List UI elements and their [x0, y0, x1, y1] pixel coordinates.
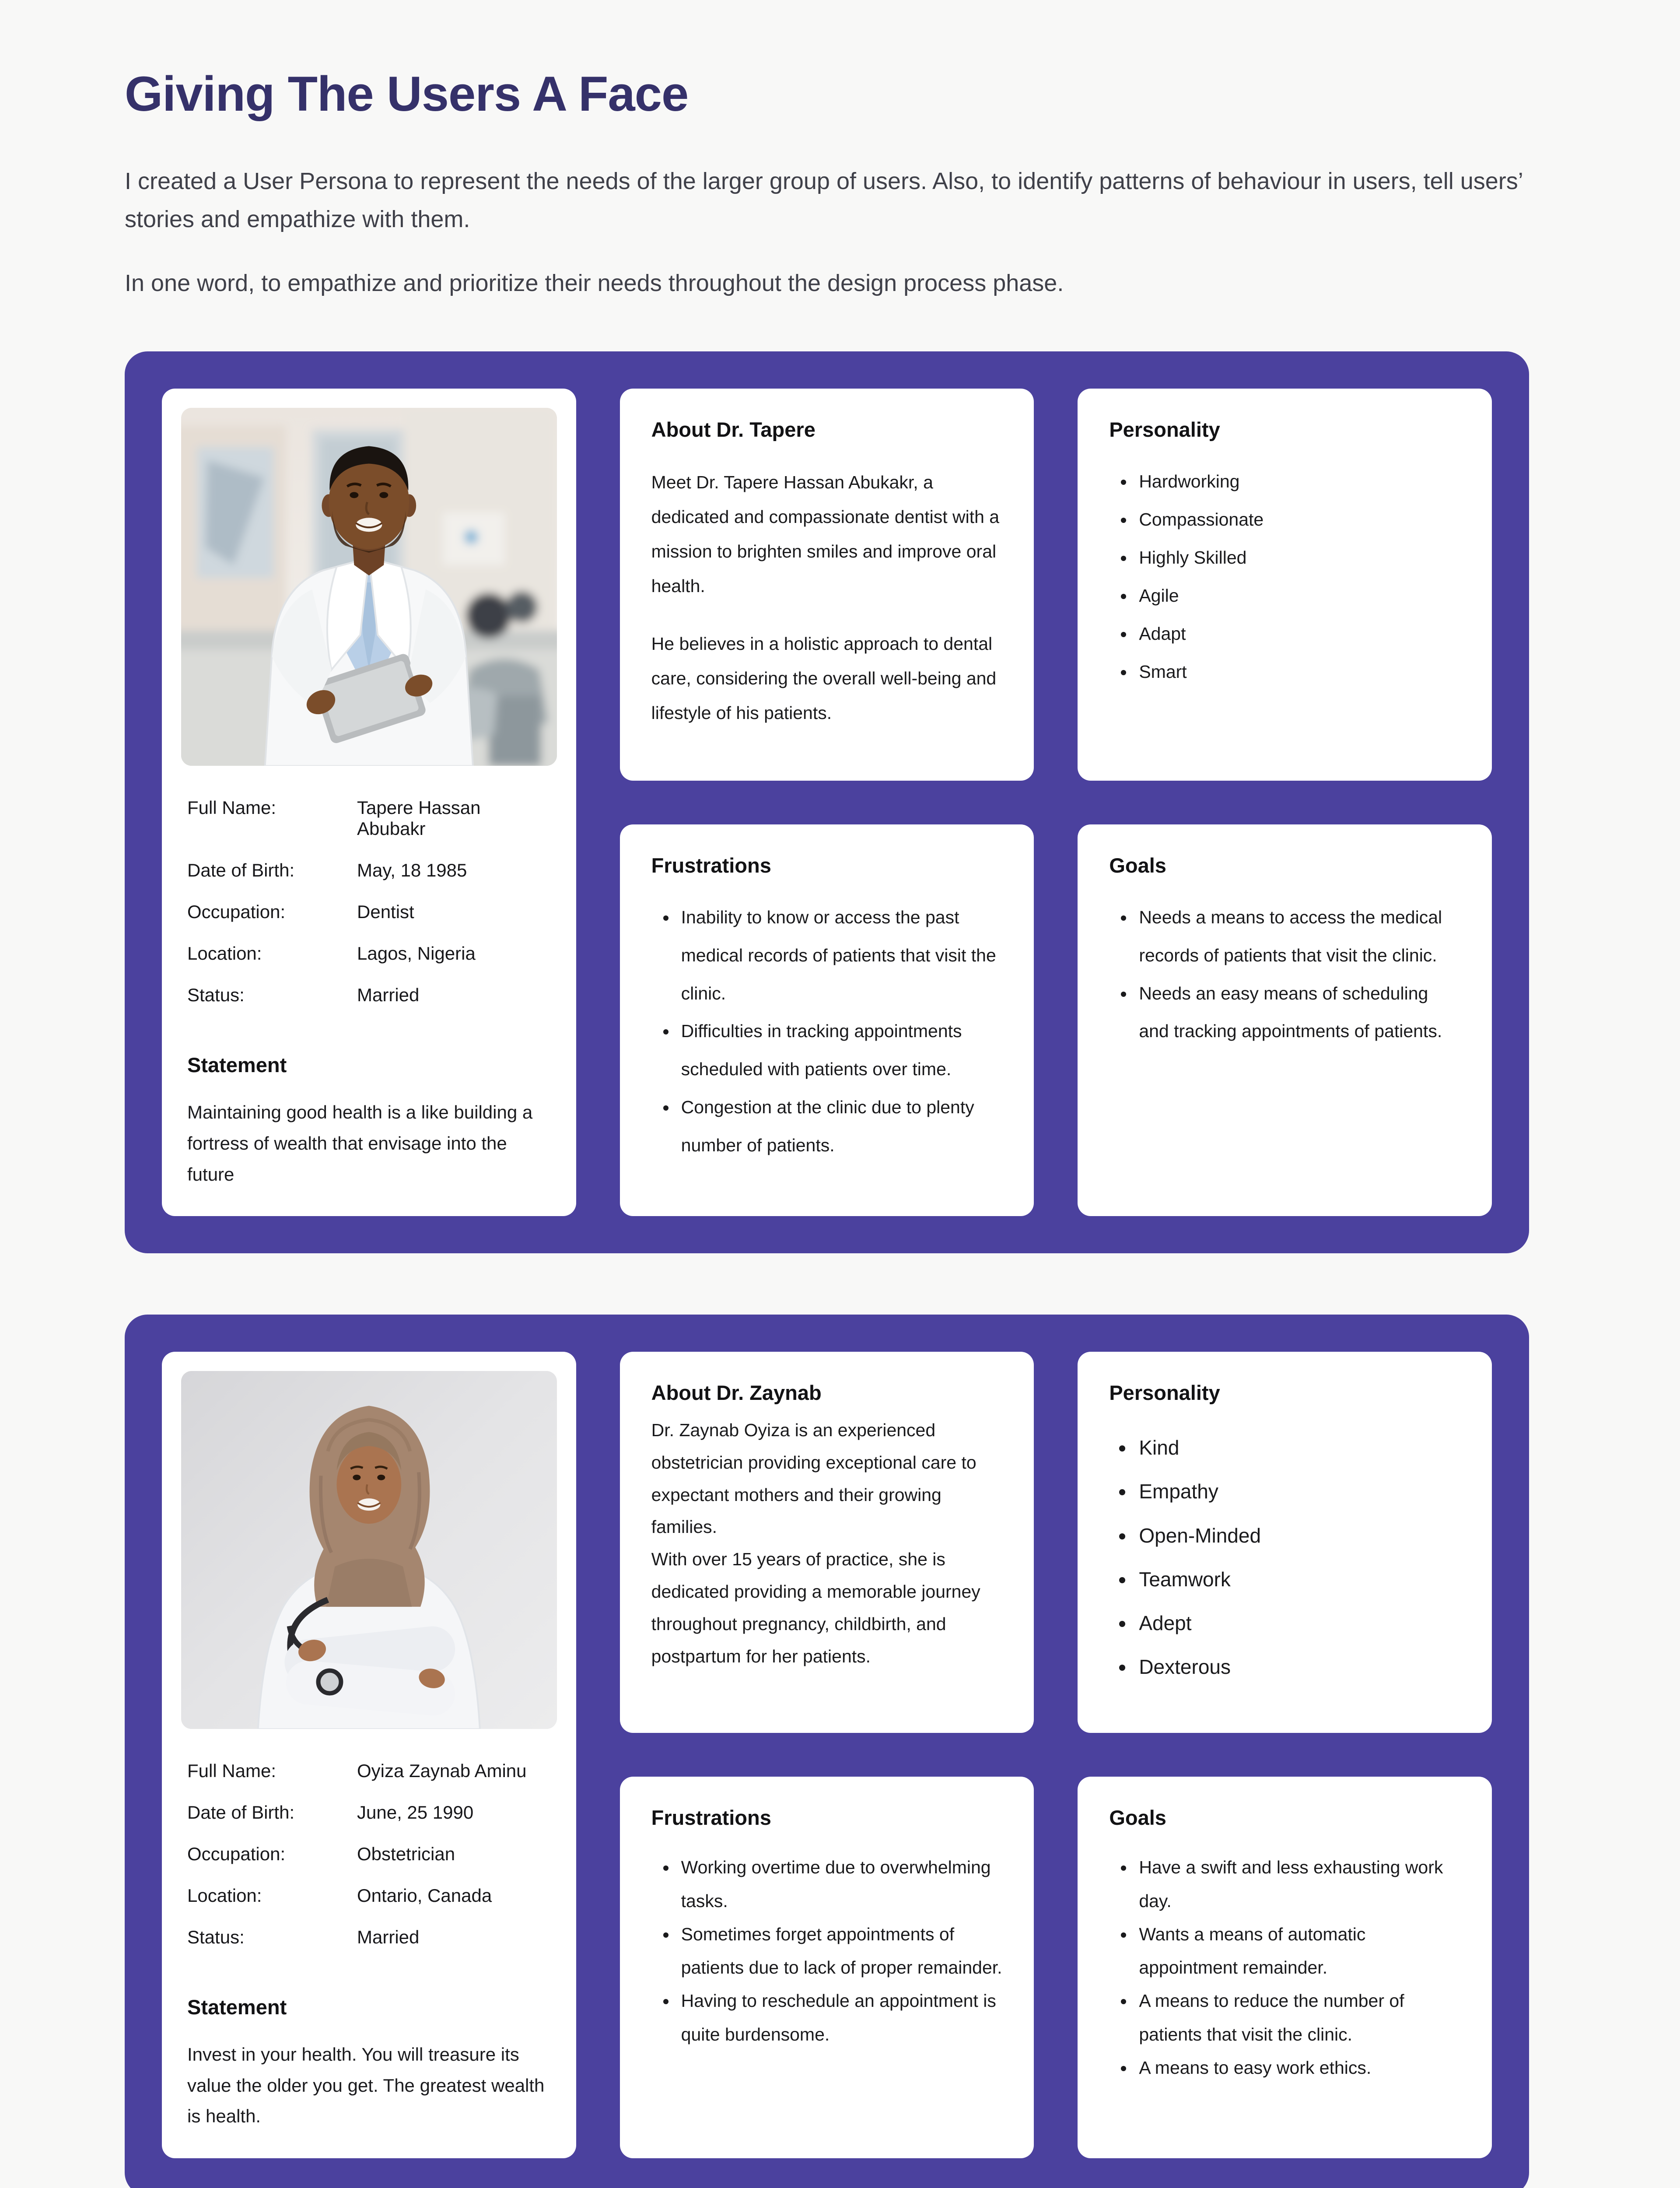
- goal-item: • Have a swift and less exhausting work day.: [1134, 1851, 1460, 1918]
- goal-item: • A means to reduce the number of patients that visit the clinic.: [1134, 1984, 1460, 2051]
- personality-item: • Teamwork: [1134, 1557, 1460, 1601]
- frustration-item: • Congestion at the clinic due to plenty number of patients.: [677, 1088, 1003, 1164]
- personality-list: [1109, 1426, 1460, 1689]
- frustration-item: • Inability to know or access the past medical records of patients that visit the clinic.: [677, 898, 1003, 1013]
- frustrations-title: Frustrations: [651, 853, 771, 877]
- profile-card-tapere: [162, 389, 576, 1216]
- detail-label: Occupation:: [187, 1844, 286, 1865]
- detail-row: [187, 1760, 551, 1781]
- goals-card-zaynab: [1078, 1777, 1492, 2158]
- frustration-item: • Difficulties in tracking appointments scheduled with patients over time.: [677, 1012, 1003, 1088]
- goals-list: [1109, 1851, 1460, 2084]
- detail-row: [187, 1885, 551, 1906]
- persona-card-zaynab: [125, 1315, 1529, 2188]
- goals-card-tapere: [1078, 824, 1492, 1216]
- statement-title: Statement: [187, 1053, 287, 1077]
- about-paragraph: Meet Dr. Tapere Hassan Abukakr, a dedicated and compassionate dentist with a mission to brighten smiles and improve oral health.: [651, 472, 1000, 596]
- detail-label: Full Name:: [187, 1760, 276, 1781]
- detail-value: Oyiza Zaynab Aminu: [357, 1760, 527, 1781]
- persona-middle-column: [620, 1352, 1034, 2158]
- detail-value: June, 25 1990: [357, 1802, 474, 1823]
- frustration-item: • Sometimes forget appointments of patients due to lack of proper remainder.: [677, 1918, 1003, 1985]
- goal-item: • Wants a means of automatic appointment remainder.: [1134, 1918, 1460, 1985]
- goals-title: Goals: [1109, 853, 1166, 877]
- detail-row: [187, 1802, 551, 1823]
- detail-value: Obstetrician: [357, 1844, 455, 1865]
- detail-label: Status:: [187, 1927, 245, 1948]
- about-title: About Dr. Zaynab: [651, 1381, 822, 1405]
- goal-item: • Needs a means to access the medical records of patients that visit the clinic.: [1134, 898, 1460, 975]
- frustration-item: • Having to reschedule an appointment is quite burdensome.: [677, 1984, 1003, 2051]
- detail-value: Tapere Hassan Abubakr: [357, 797, 481, 839]
- intro-paragraph-2: In one word, to empathize and prioritize their needs throughout the design process phase.: [125, 270, 1064, 296]
- personality-item: • Kind: [1134, 1426, 1460, 1469]
- persona-right-column: [1078, 1352, 1492, 2158]
- intro-paragraph-1: I created a User Persona to represent the needs of the larger group of users. Also, to identify patterns of behaviour in users, tell users’ stories and empathize with them.: [125, 168, 1522, 233]
- statement-title: Statement: [187, 1995, 287, 2019]
- detail-label: Date of Birth:: [187, 1802, 295, 1823]
- frustrations-card-tapere: [620, 824, 1034, 1216]
- personality-title: Personality: [1109, 1381, 1220, 1405]
- page-content: [125, 0, 1529, 2188]
- detail-label: Full Name:: [187, 797, 276, 818]
- frustrations-list: [651, 1851, 1003, 2051]
- detail-label: Occupation:: [187, 901, 286, 922]
- detail-value: Lagos, Nigeria: [357, 943, 476, 964]
- personality-title: Personality: [1109, 418, 1220, 442]
- goals-list: [1109, 898, 1460, 1051]
- persona-details-tapere: [181, 797, 557, 1006]
- profile-card-zaynab: [162, 1352, 576, 2158]
- goal-item: • A means to easy work ethics.: [1134, 2051, 1460, 2084]
- detail-row: [187, 1844, 551, 1865]
- frustrations-card-zaynab: [620, 1777, 1034, 2158]
- personality-item: • Adept: [1134, 1601, 1460, 1645]
- personality-card-tapere: [1078, 389, 1492, 780]
- personality-item: • Empathy: [1134, 1469, 1460, 1513]
- detail-label: Location:: [187, 1885, 262, 1906]
- statement-text: Maintaining good health is a like building a fortress of wealth that envisage into the future: [187, 1102, 533, 1185]
- personality-item: • Compassionate: [1134, 501, 1460, 539]
- personality-item: • Hardworking: [1134, 463, 1460, 501]
- personality-list: [1109, 463, 1460, 691]
- detail-row: [187, 860, 551, 881]
- detail-label: Location:: [187, 943, 262, 964]
- persona-middle-column: [620, 389, 1034, 1216]
- obstetrician-portrait-illustration: [181, 1371, 557, 1729]
- detail-row: [187, 943, 551, 964]
- personality-card-zaynab: [1078, 1352, 1492, 1733]
- persona-photo-tapere: [181, 408, 557, 766]
- detail-label: Status:: [187, 985, 245, 1006]
- detail-value: May, 18 1985: [357, 860, 467, 881]
- personality-item: • Adapt: [1134, 615, 1460, 653]
- detail-value: Married: [357, 1927, 420, 1948]
- about-paragraph: Dr. Zaynab Oyiza is an experienced obstetrician providing exceptional care to expectant mothers and their growing families.: [651, 1420, 976, 1537]
- detail-row: [187, 985, 551, 1006]
- detail-value: Dentist: [357, 901, 414, 922]
- about-card-zaynab: [620, 1352, 1034, 1733]
- personality-item: • Dexterous: [1134, 1645, 1460, 1689]
- frustration-item: • Working overtime due to overwhelming tasks.: [677, 1851, 1003, 1918]
- frustrations-title: Frustrations: [651, 1806, 771, 1830]
- statement-text: Invest in your health. You will treasure its value the older you get. The greatest wealth is health.: [187, 2044, 545, 2127]
- persona-right-column: [1078, 389, 1492, 1216]
- page-title: Giving The Users A Face: [125, 67, 689, 121]
- personality-item: • Open-Minded: [1134, 1514, 1460, 1557]
- about-paragraph: With over 15 years of practice, she is dedicated providing a memorable journey throughout pregnancy, childbirth, and postpartum for her patients.: [651, 1549, 980, 1666]
- personality-item: • Agile: [1134, 577, 1460, 615]
- dentist-portrait-illustration: [181, 408, 557, 766]
- goals-title: Goals: [1109, 1806, 1166, 1830]
- persona-details-zaynab: [181, 1760, 557, 1948]
- detail-label: Date of Birth:: [187, 860, 295, 881]
- about-card-tapere: [620, 389, 1034, 780]
- about-title: About Dr. Tapere: [651, 418, 816, 442]
- detail-row: [187, 1927, 551, 1948]
- frustrations-list: [651, 898, 1003, 1164]
- persona-photo-zaynab: [181, 1371, 557, 1729]
- persona-card-tapere: [125, 351, 1529, 1253]
- detail-value: Married: [357, 985, 420, 1006]
- detail-row: [187, 797, 551, 839]
- goal-item: • Needs an easy means of scheduling and tracking appointments of patients.: [1134, 975, 1460, 1051]
- personality-item: • Smart: [1134, 653, 1460, 691]
- personality-item: • Highly Skilled: [1134, 539, 1460, 577]
- detail-value: Ontario, Canada: [357, 1885, 492, 1906]
- detail-row: [187, 901, 551, 922]
- about-paragraph: He believes in a holistic approach to dental care, considering the overall well-being and lifestyle of his patients.: [651, 634, 997, 723]
